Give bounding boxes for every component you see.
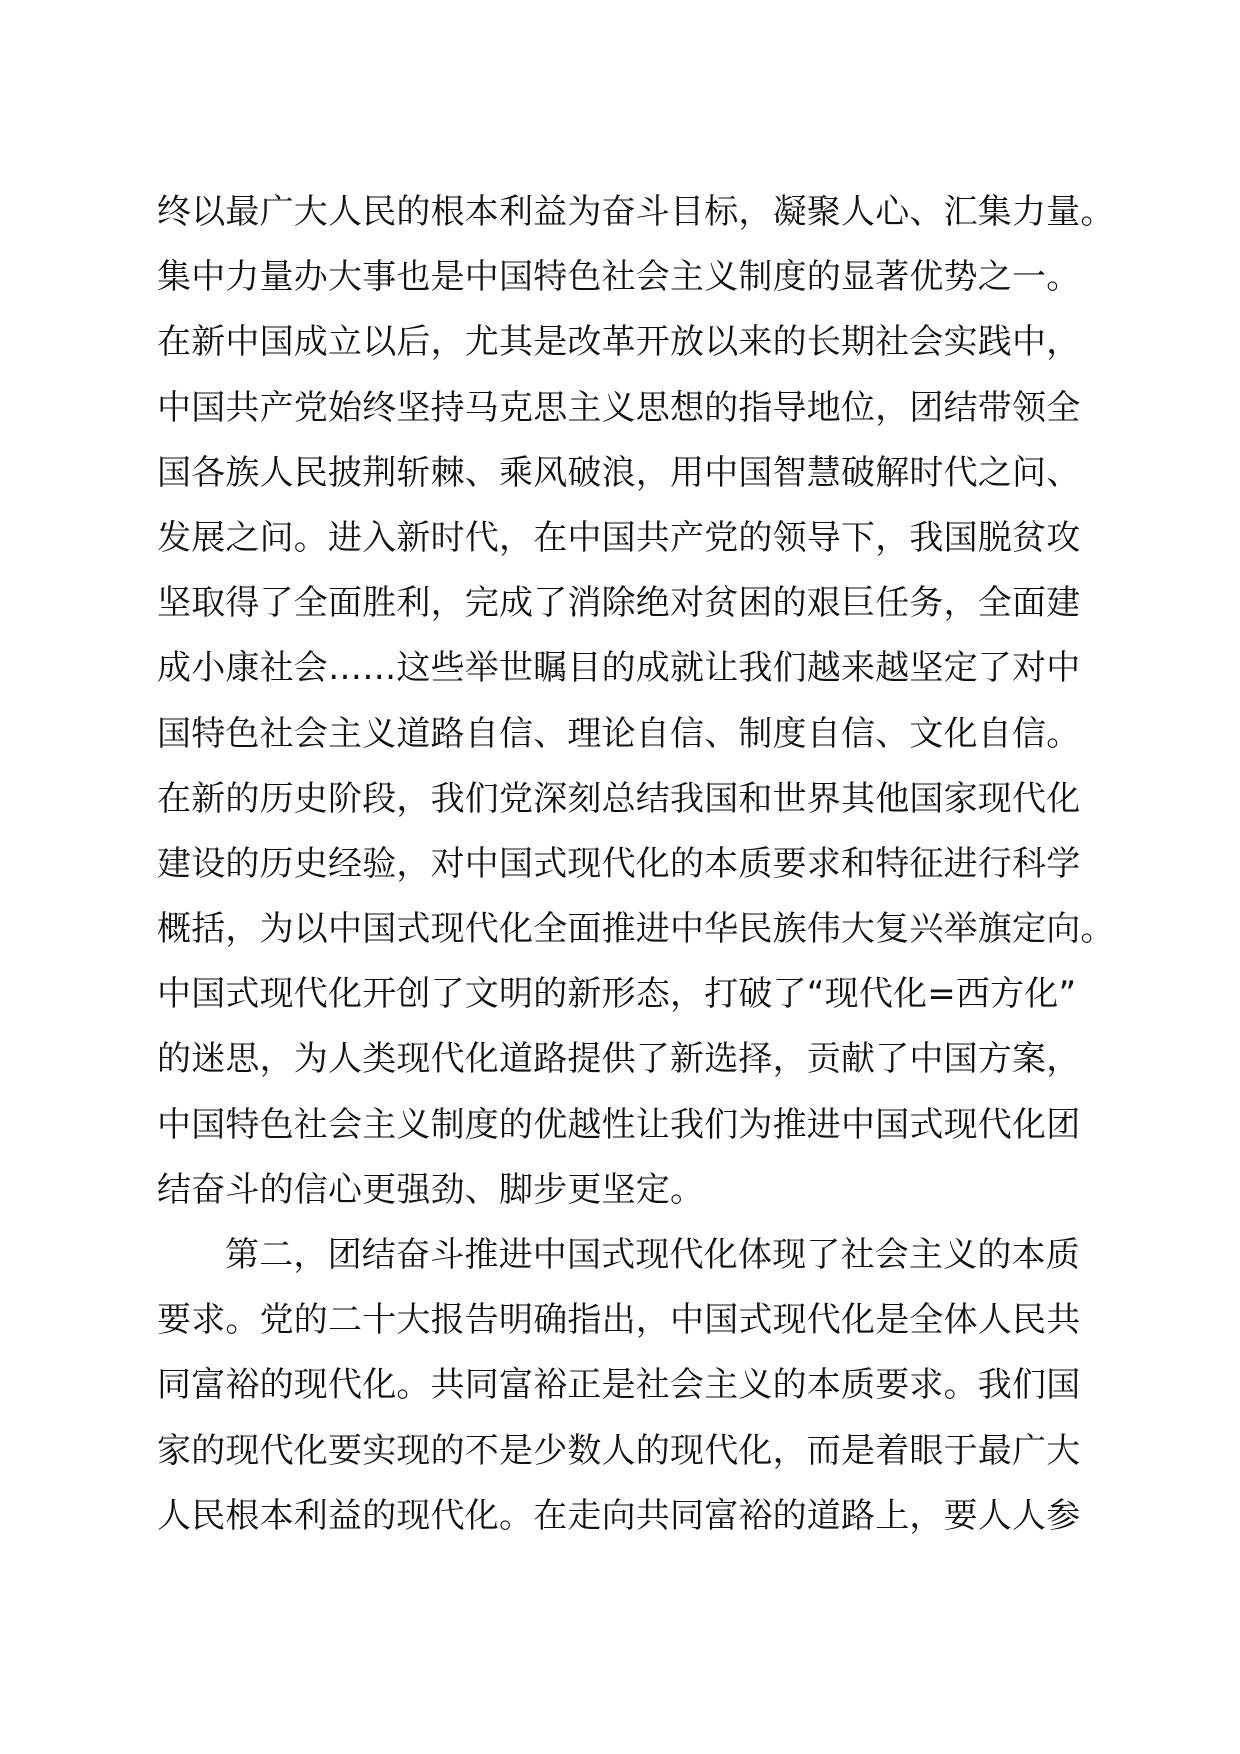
text-line: 坚取得了全面胜利，完成了消除绝对贫困的艰巨任务，全面建	[157, 583, 1081, 624]
text-line: 结奋斗的信心更强劲、脚步更坚定。	[157, 1169, 705, 1210]
text-line: 家的现代化要实现的不是少数人的现代化，而是着眼于最广大	[157, 1430, 1081, 1471]
text-line: 国特色社会主义道路自信、理论自信、制度自信、文化自信。	[157, 713, 1081, 754]
text-line: 在新的历史阶段，我们党深刻总结我国和世界其他国家现代化	[157, 778, 1081, 819]
text-line: 中国特色社会主义制度的优越性让我们为推进中国式现代化团	[157, 1104, 1081, 1145]
text-line: 要求。党的二十大报告明确指出，中国式现代化是全体人民共	[157, 1300, 1081, 1341]
text-line: 中国共产党始终坚持马克思主义思想的指导地位，团结带领全	[157, 387, 1081, 428]
text-line: 概括，为以中国式现代化全面推进中华民族伟大复兴举旗定向。	[157, 909, 1115, 950]
text-line: 建设的历史经验，对中国式现代化的本质要求和特征进行科学	[157, 843, 1081, 884]
text-line: 发展之问。进入新时代，在中国共产党的领导下，我国脱贫攻	[157, 517, 1081, 558]
text-line: 集中力量办大事也是中国特色社会主义制度的显著优势之一。	[157, 257, 1081, 298]
text-line: 国各族人民披荆斩棘、乘风破浪，用中国智慧破解时代之问、	[157, 452, 1081, 493]
text-line: 人民根本利益的现代化。在走向共同富裕的道路上，要人人参	[157, 1495, 1081, 1536]
text-line: 同富裕的现代化。共同富裕正是社会主义的本质要求。我们国	[157, 1365, 1081, 1406]
text-line: 成小康社会……这些举世瞩目的成就让我们越来越坚定了对中	[157, 648, 1081, 689]
text-line: 中国式现代化开创了文明的新形态，打破了“现代化=西方化”	[157, 974, 1077, 1015]
text-line: 终以最广大人民的根本利益为奋斗目标，凝聚人心、汇集力量。	[157, 192, 1115, 232]
text-line: 在新中国成立以后，尤其是改革开放以来的长期社会实践中，	[157, 322, 1081, 363]
paragraph-start-line: 第二，团结奋斗推进中国式现代化体现了社会主义的本质	[225, 1235, 1080, 1275]
text-line: 的迷思，为人类现代化道路提供了新选择，贡献了中国方案，	[157, 1039, 1081, 1080]
body-text	[157, 180, 1157, 1549]
